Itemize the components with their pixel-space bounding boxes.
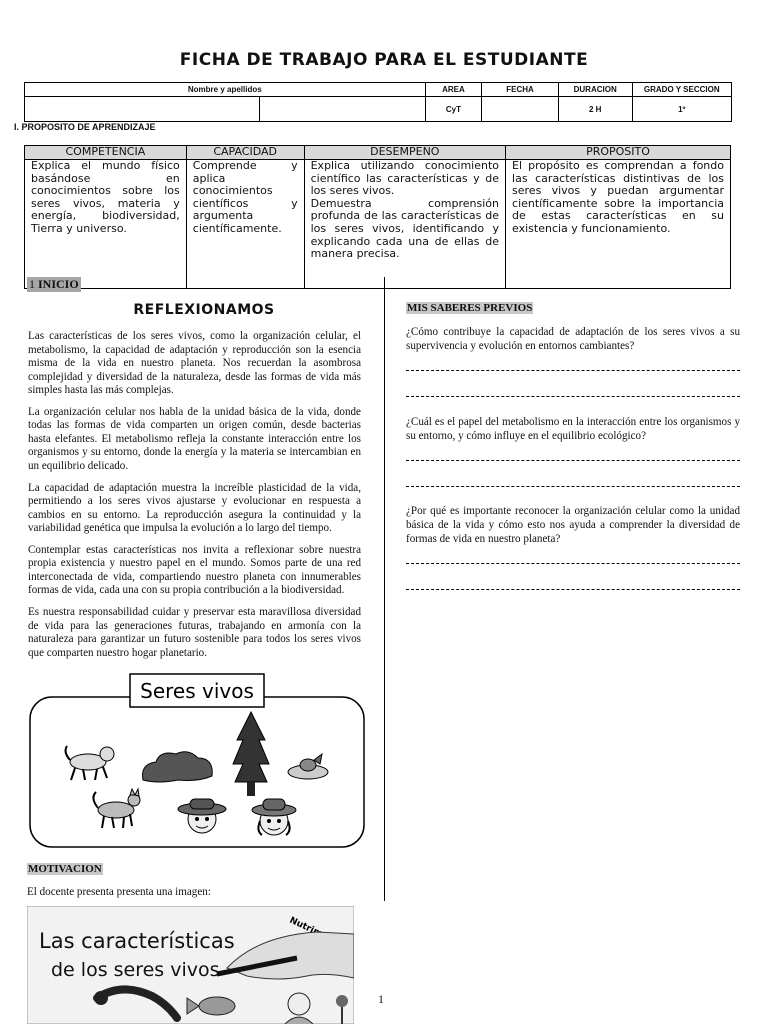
page-title: FICHA DE TRABAJO PARA EL ESTUDIANTE: [179, 50, 589, 70]
apellidos-field[interactable]: [260, 97, 426, 122]
reflection-text: [28, 330, 361, 668]
answer-line[interactable]: [406, 460, 740, 461]
page-number: 1: [378, 992, 384, 1006]
header-nombre: Nombre y apellidos: [25, 83, 426, 97]
capacidad-cell: Comprende y aplica conocimientos científicos y argumenta científicamente.: [186, 160, 304, 289]
paragraph: Las características de los seres vivos, como la organización celular, el metabolismo, la capacidad de adaptación y reproducción son la esencia misma de la vida en nuestro planeta. Nos recuerdan la asombrosa complejidad y diversidad de la naturaleza, desde las formas de vida más simples hasta las más complejas.: [28, 330, 361, 396]
paragraph: Es nuestra responsabilidad cuidar y preservar esta maravillosa diversidad de vida para las generaciones futuras, trabajando en armonía con la naturaleza para garantizar un futuro sostenible para todos los seres vivos que comparten nuestro hogar planetario.: [28, 606, 361, 659]
desempeno-text-1: Explica utilizando conocimiento científico las características y de los seres vivos.: [310, 159, 500, 198]
competencia-cell: Explica el mundo físico basándose en conocimientos sobre los seres vivos, materia y energía, biodiversidad, Tierra y universo.: [25, 160, 187, 289]
paragraph: La capacidad de adaptación muestra la increíble plasticidad de la vida, permitiendo a los seres vivos ajustarse y evolucionar en respuesta a cambios en su entorno. La reproducción asegura la continuidad y la variabilidad genética que impulsa la evolución a lo largo del tiempo.: [28, 481, 361, 535]
inicio-heading: [27, 277, 81, 292]
duracion-value: 2 H: [558, 97, 632, 122]
answer-line[interactable]: [406, 486, 740, 487]
paragraph: Contemplar estas características nos invita a reflexionar sobre nuestra propia existencia y nuestro papel en el mundo. Somos parte de una red interconectada de vida, compartiendo nuestro planeta con innumerables formas de vida, cada una con su propia contribución a la biodiversidad.: [28, 543, 361, 597]
col-capacidad: CAPACIDAD: [186, 146, 304, 160]
competency-table: [24, 145, 731, 289]
question-1: ¿Cómo contribuye la capacidad de adaptación de los seres vivos a su supervivencia y evolución en entornos cambiantes?: [406, 326, 740, 352]
nombre-field[interactable]: [25, 97, 260, 122]
motivacion-heading: MOTIVACION: [28, 863, 102, 875]
inicio-number: 1: [29, 277, 35, 291]
grado-value: 1º: [632, 97, 731, 122]
answer-line[interactable]: [406, 370, 740, 371]
answer-line[interactable]: [406, 396, 740, 397]
question-2: ¿Cuál es el papel del metabolismo en la interacción entre los organismos y su entorno, y cómo influye en el equilibrio ecológico?: [406, 416, 740, 442]
motivation-image: [27, 906, 354, 1024]
proposito-cell: El propósito es comprendan a fondo las características distintivas de los seres vivos y puedan argumentar científicamente sobre la importancia de estas características en su existencia y funcionamiento.: [506, 160, 731, 289]
col-proposito: PROPOSITO: [506, 146, 731, 160]
saberes-previos-heading: MIS SABERES PREVIOS: [407, 302, 533, 314]
col-desempeno: DESEMPEÑO: [304, 146, 505, 160]
seres-vivos-illustration: [28, 672, 368, 852]
header-duracion: DURACION: [558, 83, 632, 97]
header-grado: GRADO Y SECCION: [632, 83, 731, 97]
answer-line[interactable]: [406, 589, 740, 590]
reflexionamos-title: REFLEXIONAMOS: [133, 302, 275, 318]
student-info-table: [24, 82, 732, 122]
column-divider: [384, 277, 385, 901]
header-area: AREA: [425, 83, 482, 97]
area-value: CyT: [425, 97, 482, 122]
fecha-field[interactable]: [482, 97, 559, 122]
motivacion-text: El docente presenta presenta una imagen:: [27, 886, 211, 898]
header-fecha: FECHA: [482, 83, 559, 97]
desempeno-cell: [304, 160, 505, 289]
image-title-line2: de los seres vivos: [51, 959, 220, 981]
desempeno-text-2: Demuestra comprensión profunda de las características de los seres vivos, identificando y explicando cada una de ellas de manera precisa.: [310, 196, 500, 261]
answer-line[interactable]: [406, 563, 740, 564]
image-title-line1: Las características: [39, 929, 235, 953]
seres-vivos-label: Seres vivos: [140, 679, 254, 703]
inicio-label: INICIO: [38, 277, 79, 291]
col-competencia: COMPETENCIA: [25, 146, 187, 160]
paragraph: La organización celular nos habla de la unidad básica de la vida, donde todas las formas de vida comparten un origen común, desde bacterias hasta elefantes. El metabolismo refleja la constante interacción entre los organismos y su entorno, donde la energía y la materia se intercambian en un equilibrio delicado.: [28, 405, 361, 472]
section-title-proposito: I. PROPOSITO DE APRENDIZAJE: [14, 122, 156, 132]
question-3: ¿Por qué es importante reconocer la organización celular como la unidad básica de la vida y cómo esto nos ayuda a comprender la diversidad de formas de vida en nuestro planeta?: [406, 505, 740, 545]
